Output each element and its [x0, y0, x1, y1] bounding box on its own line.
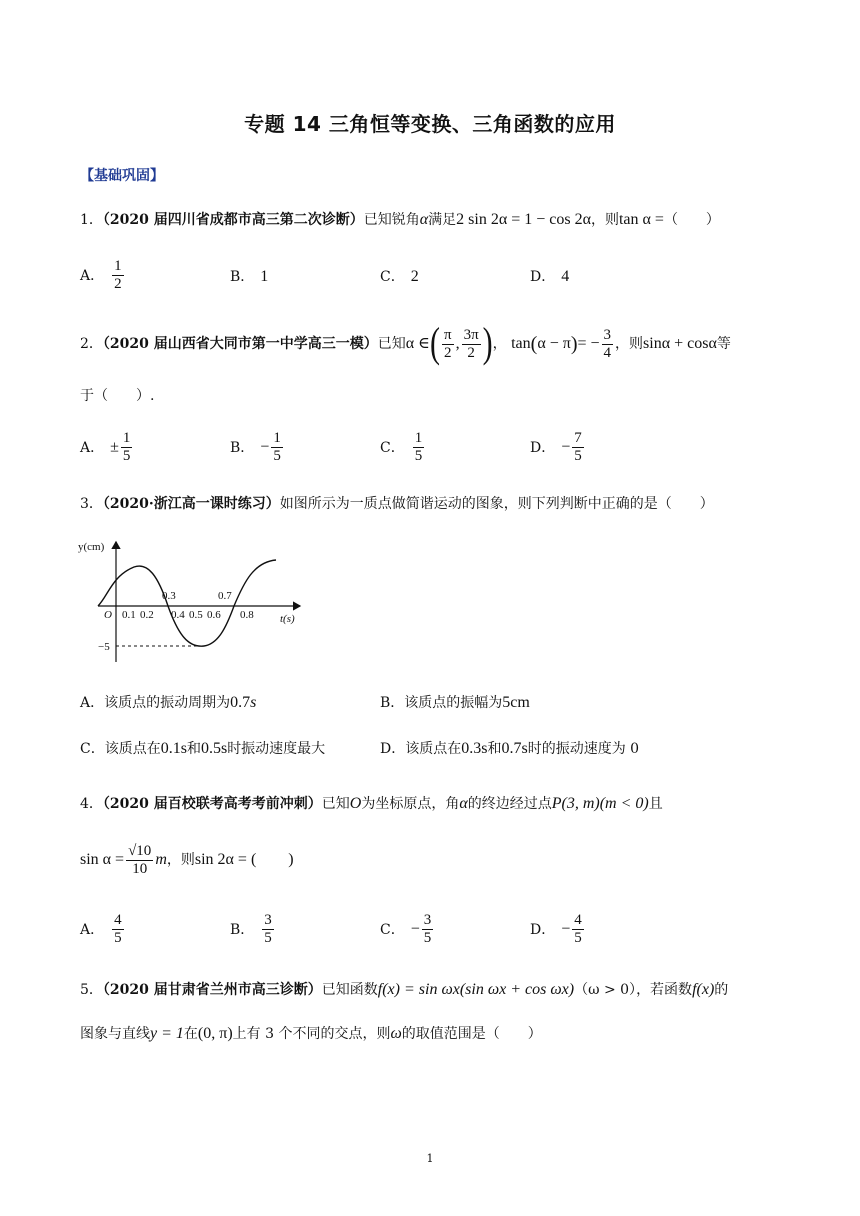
- denominator: 2: [467, 344, 475, 361]
- close-paren: ): [570, 333, 578, 355]
- tick-label: 0.8: [240, 609, 254, 621]
- option-label: D．: [380, 741, 406, 757]
- option-label: D．: [530, 921, 556, 938]
- tick-label: 0.4: [171, 609, 185, 621]
- q5-condition: （ω > 0）: [574, 982, 637, 998]
- q3-number: 3．: [80, 496, 103, 512]
- close-paren: ): [482, 320, 493, 367]
- option-label: B．: [230, 439, 255, 456]
- comma: ,: [455, 335, 460, 352]
- option-value: 5cm: [502, 694, 530, 711]
- denominator: 5: [122, 448, 131, 464]
- q5-line: y = 1: [150, 1025, 184, 1042]
- q3-text: 如图所示为一质点做简谐运动的图象，则下列判断中正确的是（ ）: [279, 496, 714, 512]
- q2-text: 已知: [377, 336, 406, 352]
- option-value: 4: [561, 268, 570, 285]
- q5-text: 已知函数: [321, 982, 378, 998]
- fraction: [422, 912, 434, 947]
- origin-label: O: [104, 609, 112, 621]
- numerator: 3: [264, 912, 272, 928]
- q2-text-b: ，则: [615, 336, 644, 352]
- option-label: C．: [380, 439, 405, 456]
- q1-option-a[interactable]: [80, 258, 126, 293]
- q5-text-b: ，若函数: [636, 982, 693, 998]
- fraction: [126, 843, 153, 878]
- denominator: 5: [114, 930, 122, 946]
- denominator: 10: [132, 860, 148, 877]
- numerator: 4: [114, 912, 122, 928]
- fraction: [572, 430, 584, 465]
- tick-label: 0.2: [140, 609, 154, 621]
- q1-alpha: α: [419, 211, 429, 228]
- numerator: 1: [414, 430, 423, 446]
- option-value: 0.5s: [200, 740, 228, 757]
- q5-function: f(x) = sin ωx(sin ωx + cos ωx): [377, 981, 575, 998]
- option-value: 0.3s: [461, 740, 488, 757]
- fraction: [262, 912, 274, 947]
- numerator: 1: [114, 258, 122, 274]
- option-label: A．: [80, 695, 105, 711]
- open-paren: (: [530, 333, 538, 355]
- fraction: [112, 258, 124, 293]
- q3-option-b[interactable]: [380, 692, 530, 712]
- shm-graph: [78, 536, 308, 666]
- q5-text: 在: [183, 1026, 198, 1042]
- question-1: [80, 210, 720, 230]
- option-value: 1: [260, 268, 269, 285]
- q2-option-a[interactable]: [80, 430, 134, 465]
- option-label: A．: [80, 267, 105, 284]
- numerator: 3: [423, 912, 432, 928]
- option-text: 该质点的振动周期为: [104, 695, 231, 711]
- option-sign: −: [561, 438, 571, 456]
- denominator: 5: [273, 448, 281, 464]
- q1-blank: （ ）: [663, 212, 720, 228]
- q1-number: 1．: [80, 212, 103, 228]
- q4-text-d: 且: [648, 796, 663, 812]
- q2-number: 2．: [80, 336, 103, 352]
- option-label: C．: [80, 741, 105, 757]
- q5-text: 图象与直线: [80, 1026, 150, 1042]
- q4-option-c[interactable]: [380, 912, 435, 947]
- q1-text: 已知锐角: [363, 212, 420, 228]
- fraction: [462, 327, 481, 362]
- option-sign: −: [410, 920, 420, 938]
- denominator: 5: [264, 930, 272, 946]
- option-text: 该质点的振幅为: [404, 695, 503, 711]
- q4-text-c: 的终边经过点: [467, 796, 552, 812]
- question-4: [80, 794, 663, 814]
- q2-option-c[interactable]: [380, 430, 426, 465]
- q4-option-b[interactable]: [230, 912, 276, 947]
- numerator: π: [444, 326, 452, 343]
- q2-text-c: 等: [716, 336, 731, 352]
- q5-text-c: 的: [714, 982, 729, 998]
- q5-line-2: [80, 1024, 542, 1044]
- tick-label: 0.7: [218, 590, 232, 602]
- fraction: [413, 430, 425, 465]
- q1-text-c: ，则: [590, 212, 619, 228]
- denominator: 5: [574, 448, 582, 464]
- q2-ask: sinα + cosα: [643, 335, 717, 352]
- option-text: 该质点在: [405, 741, 462, 757]
- denominator: 5: [574, 930, 582, 946]
- option-sign: −: [260, 438, 270, 456]
- denominator: 4: [603, 344, 612, 361]
- q4-option-d[interactable]: [530, 912, 586, 947]
- q2-source: （2020 届山西省大同市第一中学高三一模）: [102, 336, 378, 352]
- q2-alpha-in: α ∈: [405, 335, 430, 352]
- q3-source: （2020·浙江高一课时练习）: [102, 496, 280, 512]
- option-label: B．: [230, 921, 255, 938]
- q4-line-2: [80, 838, 294, 882]
- q5-interval: (0, π): [197, 1025, 233, 1042]
- option-unit: s: [250, 694, 257, 711]
- fraction: [572, 912, 584, 947]
- q4-source: （2020 届百校联考高考考前冲刺）: [102, 796, 322, 812]
- page-number: 1: [426, 1152, 434, 1165]
- open-paren: (: [430, 320, 440, 367]
- option-value: 0.1s: [160, 740, 187, 757]
- tick-label: 0.1: [122, 609, 136, 621]
- q5-source: （2020 届甘肃省兰州市高三诊断）: [102, 982, 322, 998]
- q5-number: 5．: [80, 982, 103, 998]
- denominator: 2: [114, 276, 122, 292]
- option-label: D．: [530, 439, 556, 456]
- q4-number: 4．: [80, 796, 103, 812]
- option-label: B．: [380, 695, 405, 711]
- denominator: 5: [423, 930, 432, 946]
- fraction: [121, 430, 133, 465]
- q1-source: （2020 届四川省成都市高三第二次诊断）: [102, 212, 364, 228]
- option-text: 和: [487, 741, 502, 757]
- q3-option-d[interactable]: [380, 738, 639, 758]
- question-5: [80, 980, 728, 1000]
- option-sign: ±: [110, 438, 119, 456]
- option-label: A．: [80, 439, 105, 456]
- option-text: 和: [186, 741, 201, 757]
- q2-tan-arg: α − π: [537, 335, 571, 352]
- numerator: √10: [128, 842, 152, 859]
- q1-expression: 2 sin 2α = 1 − cos 2α: [456, 211, 591, 228]
- tick-label: 0.6: [207, 609, 221, 621]
- wave-curve: [98, 560, 276, 646]
- q1-ask: tan α =: [618, 211, 664, 228]
- q4-origin: O: [349, 795, 362, 812]
- numerator: 1: [122, 430, 131, 446]
- y-min-label: −5: [98, 641, 110, 653]
- numerator: 4: [574, 912, 582, 928]
- q4-text-e: ，则: [166, 852, 195, 868]
- denominator: 5: [414, 448, 423, 464]
- q3-option-a[interactable]: [80, 692, 256, 712]
- tick-label: 0.3: [162, 590, 176, 602]
- section-heading: 【基础巩固】: [80, 168, 164, 184]
- fraction: [602, 327, 614, 362]
- option-label: C．: [380, 921, 405, 938]
- q1-option-d[interactable]: [530, 266, 569, 286]
- q4-option-a[interactable]: [80, 912, 126, 947]
- q5-fx: f(x): [692, 981, 715, 998]
- option-label: C．: [380, 269, 405, 285]
- q2-eq: = −: [577, 335, 600, 352]
- q1-text-b: 满足: [428, 212, 457, 228]
- option-sign: −: [561, 920, 571, 938]
- q1-option-b[interactable]: [230, 266, 268, 286]
- q4-alpha: α: [459, 795, 468, 812]
- denominator: 2: [444, 344, 452, 361]
- option-text: 时振动速度最大: [227, 741, 326, 757]
- option-label: A．: [80, 921, 105, 938]
- q2-line-2: 于（ ）.: [80, 388, 155, 404]
- x-axis-label: t(s): [280, 613, 295, 625]
- q2-option-b[interactable]: [230, 430, 285, 465]
- page-title: 专题 14 三角恒等变换、三角函数的应用: [244, 112, 616, 136]
- q2-option-d[interactable]: [530, 430, 586, 465]
- q1-option-c[interactable]: [380, 266, 419, 286]
- q4-text-b: 为坐标原点，角: [361, 796, 460, 812]
- option-text: 时的振动速度为 0: [527, 741, 640, 757]
- fraction: [271, 430, 283, 465]
- tick-label: 0.5: [189, 609, 203, 621]
- q4-point: P(3, m)(m < 0): [551, 795, 649, 812]
- numerator: 3π: [463, 326, 479, 343]
- option-value: 0.7: [230, 694, 251, 711]
- numerator: 3: [603, 326, 612, 343]
- q4-text: 已知: [321, 796, 350, 812]
- q2-tan: tan: [511, 335, 531, 352]
- numerator: 1: [273, 430, 281, 446]
- q4-ask: sin 2α = ( ): [194, 851, 294, 868]
- option-value: 2: [410, 268, 419, 285]
- y-axis-label: y(cm): [78, 541, 105, 553]
- option-text: 该质点在: [104, 741, 161, 757]
- option-label: B．: [230, 269, 255, 285]
- question-3: [80, 494, 714, 514]
- q3-option-c[interactable]: [80, 738, 325, 758]
- q2-comma: ，: [492, 336, 507, 352]
- option-value: 0.7s: [501, 740, 528, 757]
- q5-omega: ω: [390, 1025, 402, 1042]
- option-label: D．: [530, 269, 556, 285]
- numerator: 7: [574, 430, 582, 446]
- fraction: [442, 327, 454, 362]
- q5-text: 上有 3 个不同的交点，则: [232, 1026, 391, 1042]
- q4-m: m: [155, 851, 167, 868]
- fraction: [112, 912, 124, 947]
- question-2: [80, 322, 731, 366]
- q5-text: 的取值范围是（ ）: [401, 1026, 542, 1042]
- q4-sin: sin α =: [80, 851, 125, 868]
